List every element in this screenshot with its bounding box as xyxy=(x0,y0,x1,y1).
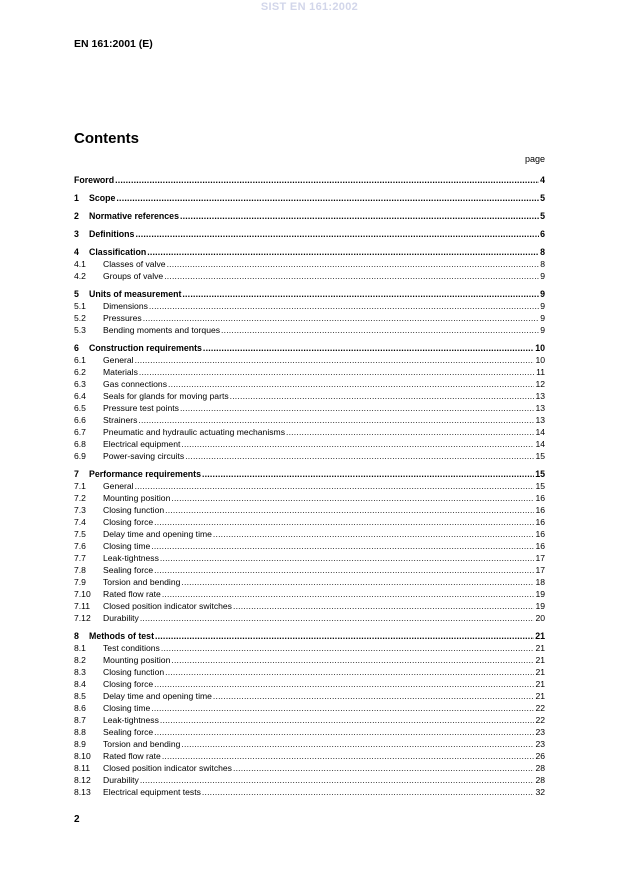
toc-entry-number: 8.11 xyxy=(74,763,91,773)
page-title: Contents xyxy=(74,130,139,147)
toc-leader-dots xyxy=(151,702,534,714)
toc-entry[interactable] xyxy=(74,702,545,714)
toc-leader-dots xyxy=(202,468,534,480)
toc-entry-number: 6.6 xyxy=(74,415,86,425)
toc-entry[interactable] xyxy=(74,300,545,312)
toc-entry[interactable] xyxy=(74,528,545,540)
toc-entry[interactable] xyxy=(74,642,545,654)
toc-entry-page: 23 xyxy=(535,739,545,749)
toc-entry[interactable] xyxy=(74,402,545,414)
toc-entry-number: 3 xyxy=(74,229,79,239)
toc-entry-number: 8.9 xyxy=(74,739,86,749)
toc-entry-title: Pneumatic and hydraulic actuating mechanisms xyxy=(103,427,285,437)
toc-entry-number: 8.8 xyxy=(74,727,86,737)
toc-entry[interactable] xyxy=(74,786,545,798)
toc-entry-page: 21 xyxy=(535,643,545,653)
toc-entry-page: 5 xyxy=(540,211,545,221)
toc-entry-number: 6.3 xyxy=(74,379,86,389)
toc-leader-dots xyxy=(161,642,535,654)
toc-entry-title: Classification xyxy=(89,247,147,257)
toc-entry[interactable] xyxy=(74,540,545,552)
toc-entry-title: Electrical equipment tests xyxy=(103,787,201,797)
toc-entry[interactable] xyxy=(74,468,545,480)
toc-entry-page: 16 xyxy=(535,517,545,527)
toc-leader-dots xyxy=(233,600,534,612)
toc-entry-number: 7 xyxy=(74,469,79,479)
toc-entry-title: Closing force xyxy=(103,679,154,689)
toc-leader-dots xyxy=(165,666,534,678)
toc-leader-dots xyxy=(180,402,534,414)
toc-entry-page: 13 xyxy=(535,391,545,401)
toc-entry-page: 16 xyxy=(535,541,545,551)
toc-entry-page: 21 xyxy=(535,667,545,677)
toc-leader-dots xyxy=(138,414,534,426)
toc-entry[interactable] xyxy=(74,324,545,336)
toc-entry-title: Foreword xyxy=(74,175,115,185)
toc-entry[interactable] xyxy=(74,666,545,678)
toc-entry-page: 9 xyxy=(540,289,545,299)
toc-entry-number: 7.2 xyxy=(74,493,86,503)
toc-leader-dots xyxy=(160,714,535,726)
toc-entry-title: Rated flow rate xyxy=(103,589,161,599)
toc-entry-number: 7.9 xyxy=(74,577,86,587)
toc-entry-number: 6.8 xyxy=(74,439,86,449)
toc-entry-number: 6.5 xyxy=(74,403,86,413)
toc-entry-page: 9 xyxy=(540,313,545,323)
toc-entry-number: 7.4 xyxy=(74,517,86,527)
toc-entry-number: 6.1 xyxy=(74,355,86,365)
toc-leader-dots xyxy=(181,438,534,450)
toc-entry-title: Normative references xyxy=(89,211,179,221)
toc-leader-dots xyxy=(230,390,535,402)
toc-entry-title: Delay time and opening time xyxy=(103,529,212,539)
toc-entry[interactable] xyxy=(74,516,545,528)
toc-entry-number: 6.4 xyxy=(74,391,86,401)
toc-leader-dots xyxy=(286,426,534,438)
toc-entry-number: 8.1 xyxy=(74,643,86,653)
toc-entry[interactable] xyxy=(74,504,545,516)
toc-entry-title: Strainers xyxy=(103,415,138,425)
toc-entry-number: 7.1 xyxy=(74,481,86,491)
toc-entry-page: 8 xyxy=(540,259,545,269)
toc-entry-page: 28 xyxy=(535,763,545,773)
toc-leader-dots xyxy=(181,576,534,588)
toc-entry-title: Mounting position xyxy=(103,655,171,665)
toc-entry-page: 10 xyxy=(535,355,545,365)
page-number: 2 xyxy=(74,814,80,825)
toc-entry[interactable] xyxy=(74,288,545,300)
toc-entry[interactable] xyxy=(74,714,545,726)
toc-entry-number: 8.7 xyxy=(74,715,86,725)
toc-entry-number: 8.5 xyxy=(74,691,86,701)
toc-entry-title: Classes of valve xyxy=(103,259,166,269)
toc-entry-page: 22 xyxy=(535,703,545,713)
toc-entry[interactable] xyxy=(74,258,545,270)
toc-entry[interactable] xyxy=(74,612,545,624)
toc-entry[interactable] xyxy=(74,576,545,588)
toc-entry-title: Construction requirements xyxy=(89,343,202,353)
toc-entry-number: 4.2 xyxy=(74,271,86,281)
toc-entry[interactable] xyxy=(74,342,545,354)
toc-entry-title: Electrical equipment xyxy=(103,439,181,449)
toc-entry-number: 6 xyxy=(74,343,79,353)
toc-entry[interactable] xyxy=(74,654,545,666)
toc-entry-number: 8.12 xyxy=(74,775,91,785)
toc-entry-page: 16 xyxy=(535,529,545,539)
toc-entry-page: 15 xyxy=(535,469,545,479)
toc-entry[interactable] xyxy=(74,552,545,564)
toc-entry-number: 8.13 xyxy=(74,787,91,797)
toc-entry-title: Closing function xyxy=(103,505,165,515)
toc-leader-dots xyxy=(139,366,535,378)
toc-leader-dots xyxy=(135,480,535,492)
toc-entry-title: Torsion and bending xyxy=(103,739,181,749)
toc-entry-number: 6.7 xyxy=(74,427,86,437)
toc-entry-title: Pressures xyxy=(103,313,142,323)
document-id: EN 161:2001 (E) xyxy=(74,38,153,50)
toc-entry[interactable] xyxy=(74,390,545,402)
toc-entry-title: General xyxy=(103,481,134,491)
toc-leader-dots xyxy=(140,774,535,786)
toc-leader-dots xyxy=(165,504,534,516)
toc-entry-number: 1 xyxy=(74,193,79,203)
toc-entry-page: 14 xyxy=(535,439,545,449)
toc-entry-title: Mounting position xyxy=(103,493,171,503)
toc-entry-number: 4 xyxy=(74,247,79,257)
toc-leader-dots xyxy=(168,378,534,390)
toc-entry-title: Dimensions xyxy=(103,301,148,311)
toc-leader-dots xyxy=(154,726,534,738)
toc-entry-number: 7.7 xyxy=(74,553,86,563)
toc-leader-dots xyxy=(181,738,534,750)
toc-leader-dots xyxy=(162,750,535,762)
toc-entry-number: 5.2 xyxy=(74,313,86,323)
toc-entry-title: Materials xyxy=(103,367,138,377)
toc-entry-page: 5 xyxy=(540,193,545,203)
toc-entry[interactable] xyxy=(74,228,545,240)
toc-entry-page: 6 xyxy=(540,229,545,239)
toc-entry-page: 16 xyxy=(535,505,545,515)
toc-leader-dots xyxy=(154,678,534,690)
toc-leader-dots xyxy=(147,246,539,258)
toc-leader-dots xyxy=(203,342,534,354)
toc-leader-dots xyxy=(149,300,539,312)
toc-entry-title: Definitions xyxy=(89,229,135,239)
toc-leader-dots xyxy=(116,192,539,204)
toc-entry[interactable] xyxy=(74,312,545,324)
toc-leader-dots xyxy=(135,228,539,240)
toc-entry-title: Delay time and opening time xyxy=(103,691,212,701)
toc-entry-page: 15 xyxy=(535,451,545,461)
toc-entry[interactable] xyxy=(74,210,545,222)
toc-entry-page: 23 xyxy=(535,727,545,737)
toc-leader-dots xyxy=(154,516,534,528)
toc-entry-page: 12 xyxy=(535,379,545,389)
toc-entry-number: 8 xyxy=(74,631,79,641)
toc-entry[interactable] xyxy=(74,492,545,504)
toc-entry-page: 18 xyxy=(535,577,545,587)
toc-entry-number: 7.10 xyxy=(74,589,91,599)
toc-entry[interactable] xyxy=(74,690,545,702)
toc-entry-page: 15 xyxy=(535,481,545,491)
toc-entry[interactable] xyxy=(74,450,545,462)
toc-entry-number: 7.3 xyxy=(74,505,86,515)
toc-entry-number: 7.6 xyxy=(74,541,86,551)
toc-entry-title: Closing time xyxy=(103,703,151,713)
toc-entry[interactable] xyxy=(74,414,545,426)
toc-entry-title: Closing force xyxy=(103,517,154,527)
toc-entry-title: Pressure test points xyxy=(103,403,179,413)
toc-entry-title: Sealing force xyxy=(103,565,154,575)
toc-leader-dots xyxy=(182,288,539,300)
toc-entry-title: Torsion and bending xyxy=(103,577,181,587)
toc-entry-number: 8.3 xyxy=(74,667,86,677)
toc-entry-number: 6.2 xyxy=(74,367,86,377)
toc-entry-title: Closed position indicator switches xyxy=(103,601,232,611)
page-column-label: page xyxy=(524,154,545,164)
toc-leader-dots xyxy=(162,588,535,600)
toc-entry-number: 6.9 xyxy=(74,451,86,461)
toc-entry[interactable] xyxy=(74,588,545,600)
toc-entry-title: Scope xyxy=(89,193,116,203)
toc-entry-page: 21 xyxy=(535,655,545,665)
toc-entry-title: General xyxy=(103,355,134,365)
toc-entry-title: Performance requirements xyxy=(89,469,201,479)
watermark: SIST EN 161:2002 xyxy=(260,1,359,13)
toc-entry-number: 7.5 xyxy=(74,529,86,539)
toc-entry[interactable] xyxy=(74,192,545,204)
toc-entry[interactable] xyxy=(74,270,545,282)
toc-entry-number: 5.1 xyxy=(74,301,86,311)
toc-leader-dots xyxy=(143,312,540,324)
toc-entry-page: 21 xyxy=(535,631,545,641)
toc-leader-dots xyxy=(171,654,534,666)
toc-entry-page: 4 xyxy=(540,175,545,185)
toc-entry[interactable] xyxy=(74,564,545,576)
toc-entry-title: Leak-tightness xyxy=(103,553,159,563)
toc-entry-number: 4.1 xyxy=(74,259,86,269)
toc-entry-title: Power-saving circuits xyxy=(103,451,185,461)
toc-entry[interactable] xyxy=(74,174,545,186)
toc-leader-dots xyxy=(135,354,535,366)
toc-entry-page: 21 xyxy=(535,691,545,701)
toc-entry-title: Gas connections xyxy=(103,379,168,389)
toc-entry-title: Closing time xyxy=(103,541,151,551)
toc-leader-dots xyxy=(167,258,540,270)
toc-entry-number: 5.3 xyxy=(74,325,86,335)
toc-leader-dots xyxy=(115,174,539,186)
toc-entry-title: Seals for glands for moving parts xyxy=(103,391,229,401)
toc-entry[interactable] xyxy=(74,354,545,366)
toc-entry[interactable] xyxy=(74,750,545,762)
toc-entry-number: 7.8 xyxy=(74,565,86,575)
toc-leader-dots xyxy=(140,612,535,624)
toc-entry-page: 17 xyxy=(535,565,545,575)
toc-entry-page: 20 xyxy=(535,613,545,623)
toc-entry-page: 32 xyxy=(535,787,545,797)
toc-entry-title: Methods of test xyxy=(89,631,154,641)
toc-entry-page: 17 xyxy=(535,553,545,563)
toc-entry-title: Sealing force xyxy=(103,727,154,737)
toc-entry[interactable] xyxy=(74,438,545,450)
toc-leader-dots xyxy=(233,762,534,774)
toc-entry[interactable] xyxy=(74,480,545,492)
toc-entry-number: 2 xyxy=(74,211,79,221)
toc-entry-page: 28 xyxy=(535,775,545,785)
toc-leader-dots xyxy=(151,540,534,552)
toc-entry-page: 22 xyxy=(535,715,545,725)
toc-entry-title: Durability xyxy=(103,613,139,623)
toc-entry[interactable] xyxy=(74,738,545,750)
toc-entry-page: 9 xyxy=(540,301,545,311)
toc-entry-page: 14 xyxy=(535,427,545,437)
toc-leader-dots xyxy=(164,270,539,282)
toc-entry-page: 21 xyxy=(535,679,545,689)
toc-entry-title: Test conditions xyxy=(103,643,160,653)
toc-entry-page: 9 xyxy=(540,271,545,281)
toc-entry-page: 26 xyxy=(535,751,545,761)
toc-entry-page: 13 xyxy=(535,415,545,425)
toc-leader-dots xyxy=(221,324,539,336)
toc-entry[interactable] xyxy=(74,678,545,690)
toc-entry-number: 8.2 xyxy=(74,655,86,665)
toc-entry-page: 19 xyxy=(535,601,545,611)
toc-leader-dots xyxy=(155,630,534,642)
toc-entry-title: Closing function xyxy=(103,667,165,677)
toc-entry-number: 8.6 xyxy=(74,703,86,713)
toc-entry[interactable] xyxy=(74,762,545,774)
toc-leader-dots xyxy=(160,552,535,564)
toc-entry-page: 8 xyxy=(540,247,545,257)
toc-leader-dots xyxy=(213,690,535,702)
toc-leader-dots xyxy=(202,786,535,798)
toc-entry[interactable] xyxy=(74,774,545,786)
toc-entry-page: 13 xyxy=(535,403,545,413)
toc-entry-title: Units of measurement xyxy=(89,289,182,299)
toc-entry-title: Closed position indicator switches xyxy=(103,763,232,773)
toc-entry-page: 11 xyxy=(536,367,545,377)
toc-entry-number: 8.4 xyxy=(74,679,86,689)
toc-entry-number: 8.10 xyxy=(74,751,91,761)
toc-entry[interactable] xyxy=(74,726,545,738)
toc-entry-title: Durability xyxy=(103,775,139,785)
toc-entry[interactable] xyxy=(74,426,545,438)
toc-entry-number: 5 xyxy=(74,289,79,299)
table-of-contents xyxy=(74,174,545,798)
toc-entry[interactable] xyxy=(74,600,545,612)
toc-entry-page: 9 xyxy=(540,325,545,335)
toc-leader-dots xyxy=(213,528,535,540)
toc-entry-title: Groups of valve xyxy=(103,271,164,281)
toc-leader-dots xyxy=(154,564,534,576)
toc-entry-title: Rated flow rate xyxy=(103,751,161,761)
toc-entry-page: 10 xyxy=(535,343,545,353)
toc-leader-dots xyxy=(171,492,534,504)
toc-entry[interactable] xyxy=(74,366,545,378)
toc-entry-page: 16 xyxy=(535,493,545,503)
toc-leader-dots xyxy=(180,210,539,222)
toc-entry[interactable] xyxy=(74,246,545,258)
toc-leader-dots xyxy=(185,450,534,462)
toc-entry-number: 7.11 xyxy=(74,601,91,611)
toc-entry-page: 19 xyxy=(535,589,545,599)
toc-entry-title: Bending moments and torques xyxy=(103,325,221,335)
toc-entry-title: Leak-tightness xyxy=(103,715,159,725)
toc-entry-number: 7.12 xyxy=(74,613,91,623)
toc-entry[interactable] xyxy=(74,378,545,390)
toc-entry[interactable] xyxy=(74,630,545,642)
